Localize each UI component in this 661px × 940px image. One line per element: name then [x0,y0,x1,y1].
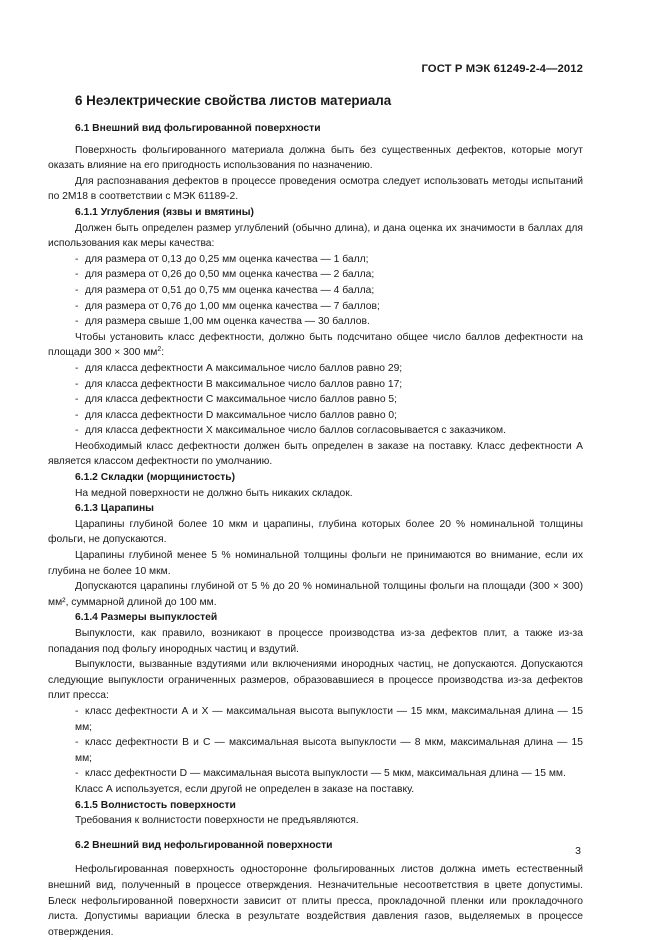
list-item: - для класса дефектности D максимальное число баллов равно 0; [75,409,397,421]
list-item: - для размера от 0,51 до 0,75 мм оценка качества — 4 балла; [75,284,375,296]
paragraph: Для распознавания дефектов в процессе проведения осмотра следует использовать методы испытаний по 2М18 в соответствии с МЭК 61189-2. [48,175,583,203]
list-item: - для класса дефектности С максимальное число баллов равно 5; [75,394,397,406]
list-item: - класс дефектности D — максимальная высота выпуклости — 5 мкм, максимальная длина — 15 мм. [75,768,566,780]
paragraph: На медной поверхности не должно быть никаких складок. [75,487,353,499]
list-item: - для класса дефектности В максимальное число баллов равно 17; [75,378,403,390]
section-6-1-1-title: 6.1.1 Углубления (язвы и вмятины) [75,206,254,218]
paragraph: Класс А используется, если другой не определен в заказе на поставку. [75,783,415,795]
section-6-2-title: 6.2 Внешний вид нефольгированной поверхности [75,839,333,851]
paragraph: Должен быть определен размер углублений (обычно длина), и дана оценка их значимости в баллах для использования как меры качества: [48,222,583,250]
page-body [48,121,583,940]
list-item: - для класса дефектности А максимальное число баллов равно 29; [75,362,403,374]
section-6-1-4-title: 6.1.4 Размеры выпуклостей [75,612,218,624]
page-number: 3 [575,845,581,857]
list-item: - для размера от 0,13 до 0,25 мм оценка качества — 1 балл; [75,253,369,265]
list-item: - класс дефектности В и С — максимальная высота выпуклости — 8 мкм, максимальная длина — 15 мм; [75,737,583,764]
list-item: - для размера от 0,76 до 1,00 мм оценка качества — 7 баллов; [75,300,380,312]
section-6-1-5-title: 6.1.5 Волнистость поверхности [75,799,236,811]
paragraph: Поверхность фольгированного материала должна быть без существенных дефектов, которые могут оказать влияние на его пригодность использования по назначению. [48,144,583,172]
paragraph: Требования к волнистости поверхности не предъявляются. [75,815,359,827]
paragraph: Царапины глубиной менее 5 % номинальной толщины фольги не принимаются во внимание, если их глубина не более 10 мкм. [48,550,583,577]
paragraph: Царапины глубиной более 10 мкм и царапины, глубина которых более 20 % номинальной толщины фольги, не допускаются. [48,518,583,546]
list-item: - класс дефектности А и Х — максимальная высота выпуклости — 15 мкм, максимальная длина — 15 мм; [75,705,583,733]
list-item: - для размера от 0,26 до 0,50 мм оценка качества — 2 балла; [75,269,375,281]
section-6-title: 6 Неэлектрические свойства листов материала [75,93,392,108]
paragraph: Допускаются царапины глубиной от 5 % до 20 % номинальной толщины фольги на площади (300 × 300) мм², суммарной длиной до 100 мм. [48,581,583,608]
section-6-1-title: 6.1 Внешний вид фольгированной поверхности [75,123,321,134]
paragraph: Чтобы установить класс дефектности, должно быть подсчитано общее число баллов дефектности на площади 300 × 300 $мм^2$: [48,331,583,359]
paragraph: Выпуклости, как правило, возникают в процессе производства из-за дефектов плит, а также из-за попадания под фольгу инородных частиц и вздутий. [48,628,583,655]
document-id-header: ГОСТ Р МЭК 61249-2-4—2012 [421,63,583,75]
section-6-1-2-title: 6.1.2 Складки (морщинистость) [75,472,235,484]
paragraph: Необходимый класс дефектности должен быть определен в заказе на поставку. Класс дефектности А является классом дефектности по умолчанию. [48,440,583,468]
list-item: - для класса дефектности Х максимальное число баллов согласовывается с заказчиком. [75,425,506,437]
paragraph: Нефольгированная поверхность односторонне фольгированных листов должна иметь естественный внешний вид, полученный в процессе отверждения. Незначительные несоответствия в цвете допустимы. Блеск нефольгированной поверхности зависит от плиты пресса, прокладочной пленки или прокладочного листа. Допустимы вариации блеска в результате воздействия давления газов, выделяемых в процессе отверждения. [48,864,583,938]
section-6-1-3-title: 6.1.3 Царапины [75,503,154,515]
list-item: - для размера свыше 1,00 мм оценка качества — 30 баллов. [75,316,370,328]
paragraph: Выпуклости, вызванные вздутиями или включениями инородных частиц, не допускаются. Допускаются следующие выпуклости ограниченных размеров, образовавшиеся в процессе производства из-за дефектов плит пресса: [48,659,583,702]
